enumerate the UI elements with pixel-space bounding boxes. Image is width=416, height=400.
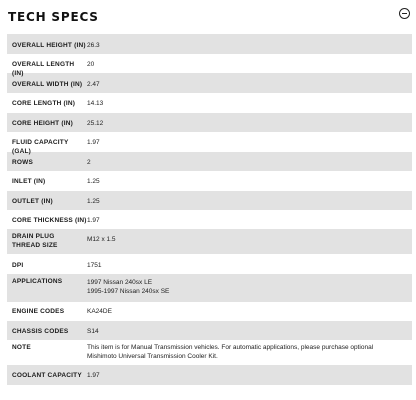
spec-label: CORE LENGTH (IN)	[12, 100, 76, 107]
tech-specs-header	[0, 0, 416, 33]
spec-label: DPI	[12, 262, 24, 269]
spec-value: 1.25	[87, 198, 100, 205]
spec-row-applications	[7, 274, 412, 302]
spec-row-fluid-capacity	[7, 132, 412, 155]
spec-row-drain-plug-thread-size	[7, 229, 412, 254]
spec-value: 1.97	[87, 372, 100, 379]
spec-value: 26.3	[87, 42, 100, 49]
spec-label: CORE THICKNESS (IN)	[12, 217, 87, 224]
spec-value-group	[87, 277, 412, 296]
spec-label: NOTE	[12, 344, 31, 351]
spec-value: 1995-1997 Nissan 240sx SE	[87, 288, 170, 295]
spec-label: ROWS	[12, 159, 34, 166]
spec-label: INLET (IN)	[12, 178, 46, 185]
spec-row-engine-codes	[7, 302, 412, 321]
spec-label: COOLANT CAPACITY	[12, 372, 82, 379]
spec-value: 1.25	[87, 178, 100, 185]
spec-row-dpi	[7, 254, 412, 274]
spec-value: This item is for Manual Transmission vehicles. For automatic applications, please purchase optional Mishimoto Universal Transmission Cooler Kit.	[87, 344, 374, 360]
spec-value: 1.97	[87, 139, 100, 146]
spec-row-chassis-codes	[7, 321, 412, 340]
spec-label: OVERALL HEIGHT (IN)	[12, 42, 86, 49]
spec-value: M12 x 1.5	[87, 236, 116, 243]
spec-value: 1751	[87, 262, 102, 269]
spec-value: KA24DE	[87, 308, 112, 315]
spec-row-core-length	[7, 93, 412, 113]
spec-value: 25.12	[87, 120, 104, 127]
spec-label: ENGINE CODES	[12, 308, 65, 315]
spec-value: 2	[87, 159, 91, 166]
spec-label: CHASSIS CODES	[12, 328, 69, 335]
spec-label: APPLICATIONS	[12, 278, 63, 285]
spec-label: CORE HEIGHT (IN)	[12, 120, 73, 127]
spec-value: 14.13	[87, 100, 104, 107]
spec-value: 1.97	[87, 217, 100, 224]
spec-label: OUTLET (IN)	[12, 198, 53, 205]
spec-label: FLUID CAPACITY (GAL)	[12, 139, 69, 155]
spec-row-inlet	[7, 171, 412, 191]
spec-value: 1997 Nissan 240sx LE	[87, 279, 153, 286]
tech-specs-table	[7, 34, 412, 385]
section-title: TECH SPECS	[8, 10, 99, 24]
spec-value: 2.47	[87, 81, 100, 88]
collapse-toggle-icon[interactable]	[399, 8, 410, 19]
spec-row-core-height	[7, 113, 412, 132]
spec-row-core-thickness	[7, 210, 412, 229]
spec-label: OVERALL LENGTH (IN)	[12, 61, 75, 77]
spec-row-coolant-capacity	[7, 365, 412, 385]
spec-label: DRAIN PLUG THREAD SIZE	[12, 233, 58, 249]
spec-value: S14	[87, 328, 99, 335]
spec-row-outlet	[7, 191, 412, 210]
spec-value: 20	[87, 61, 95, 68]
spec-row-overall-length	[7, 54, 412, 77]
spec-row-overall-height	[7, 34, 412, 54]
spec-label: OVERALL WIDTH (IN)	[12, 81, 83, 88]
spec-row-note	[7, 340, 412, 365]
